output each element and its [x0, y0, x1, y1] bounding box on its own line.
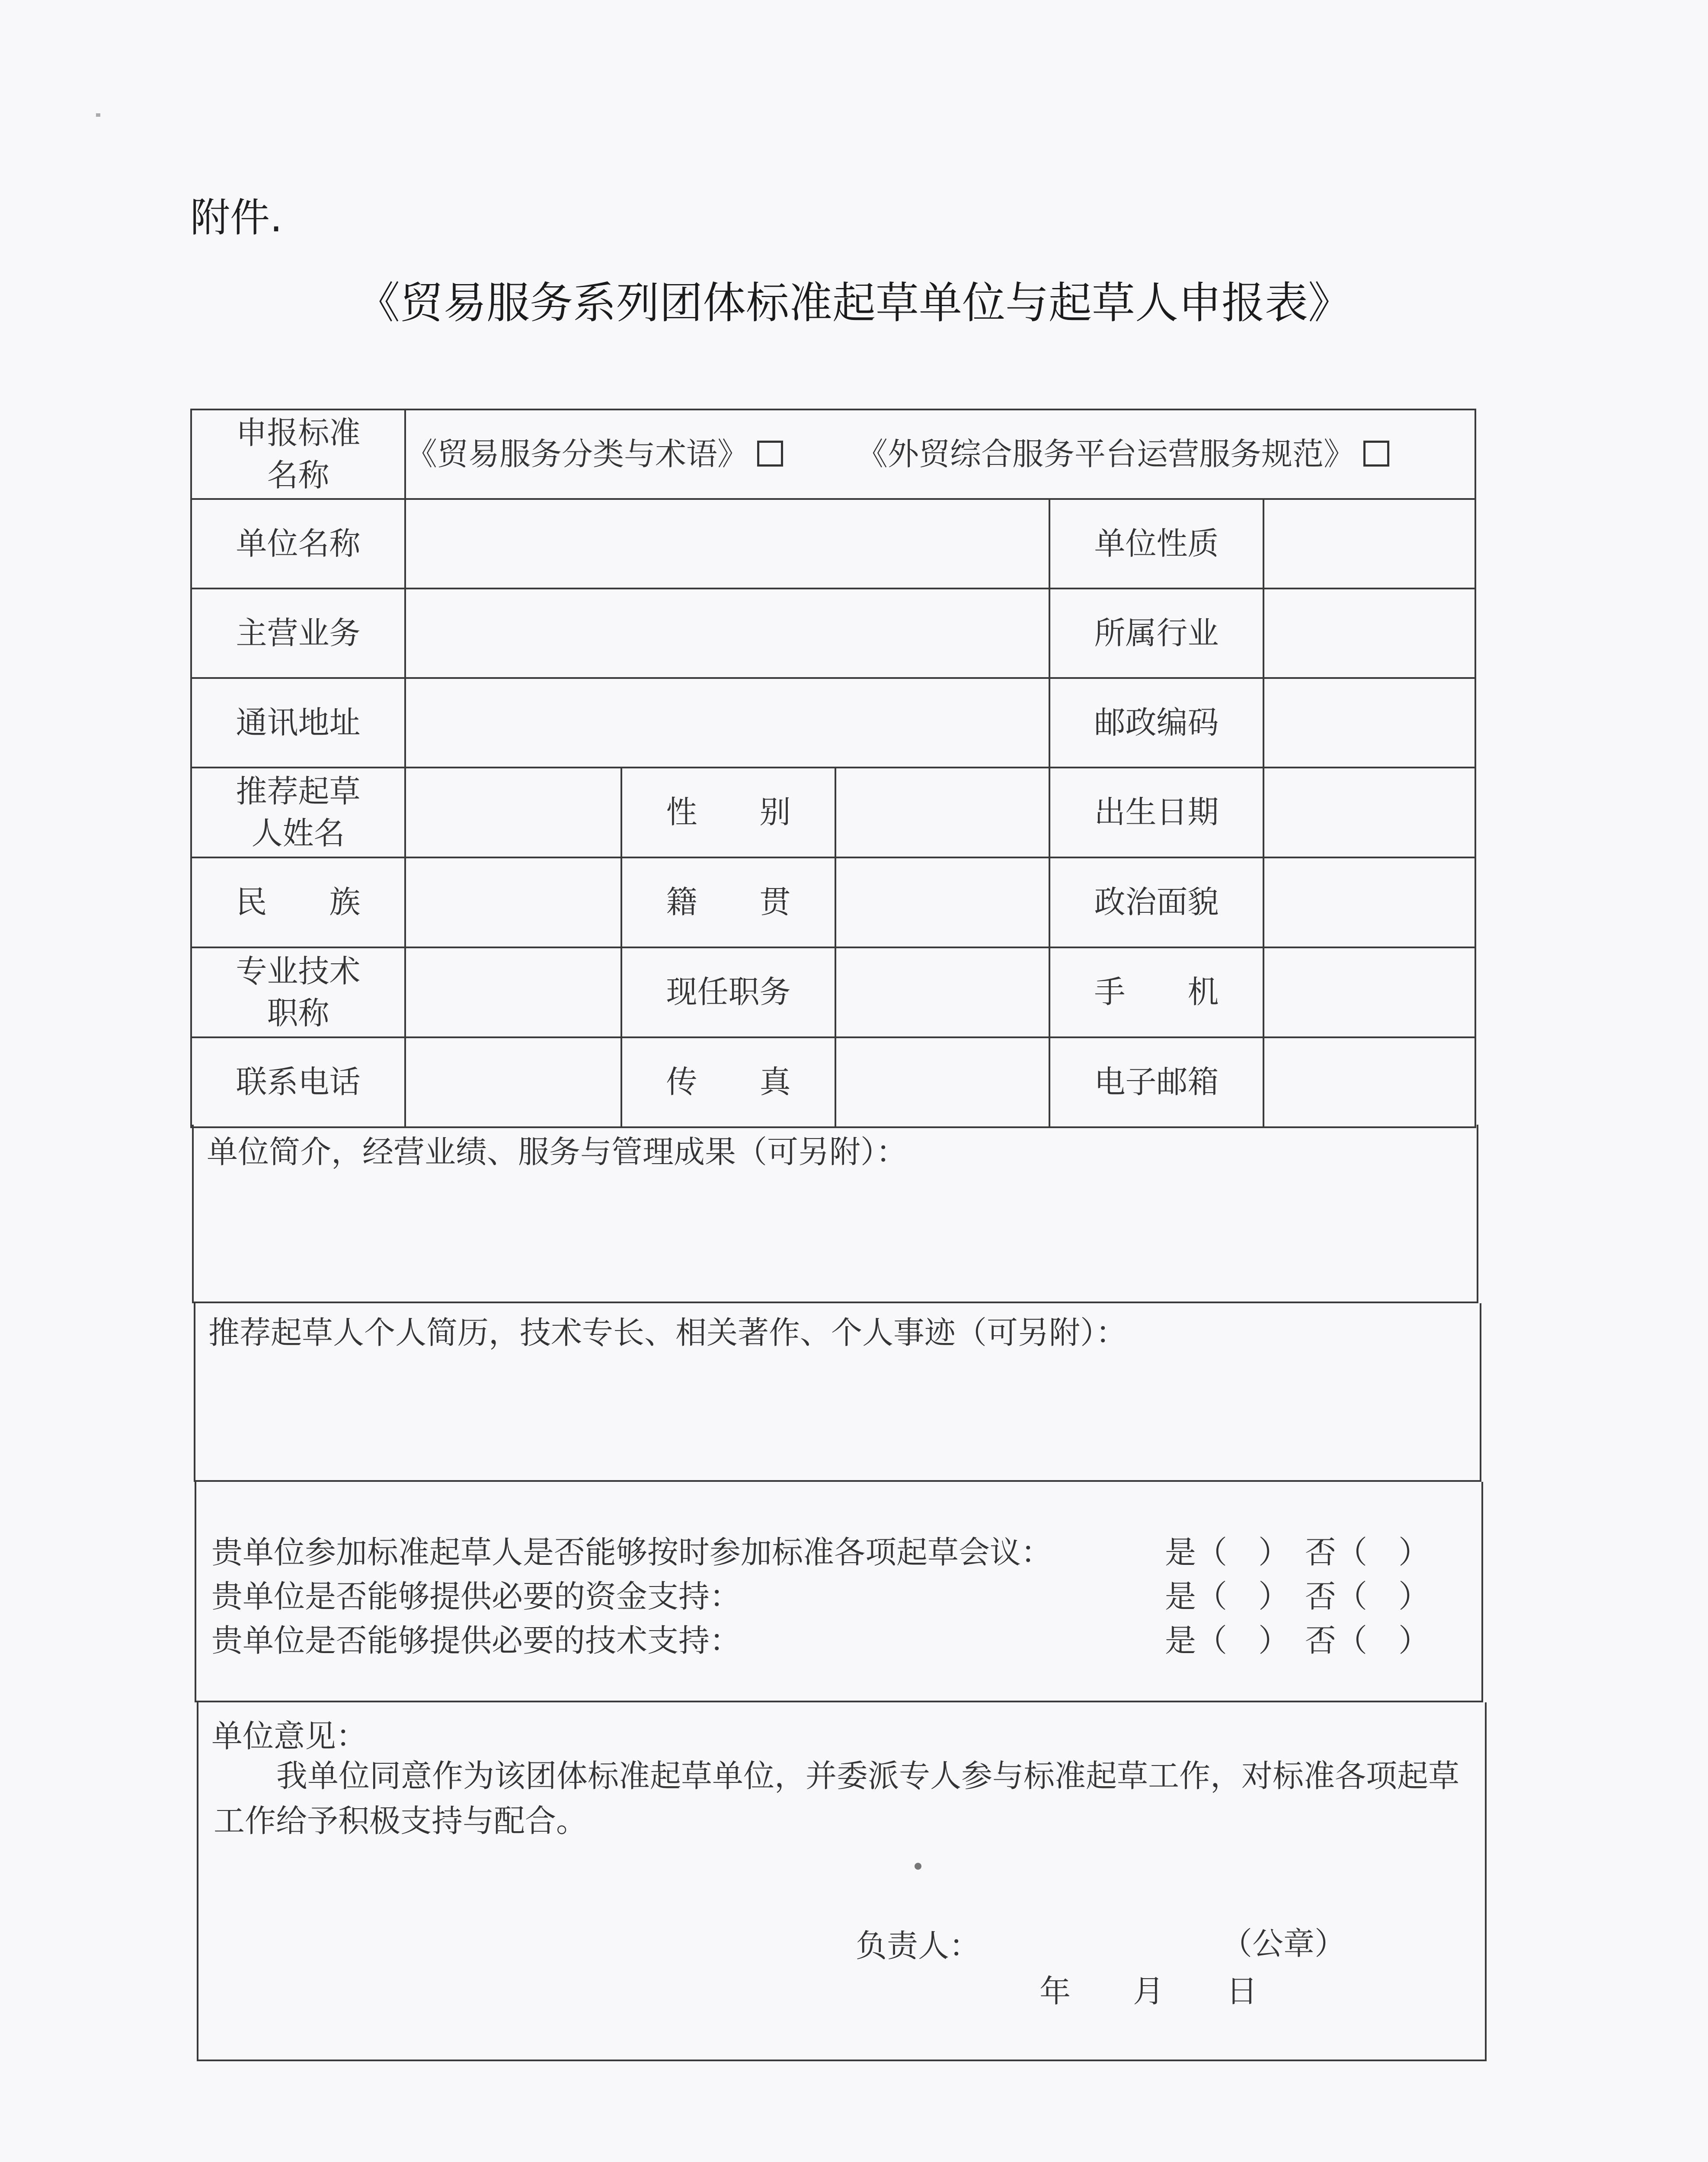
responsible-label: 负责人：	[856, 1928, 981, 1964]
main-business-field[interactable]	[405, 588, 1049, 678]
unit-row	[191, 588, 1475, 678]
standard-name-label: 申报标准名称	[191, 409, 405, 499]
unit-intro-label: 单位简介，经营业绩、服务与管理成果（可另附）：	[207, 1134, 908, 1170]
unit-nature-field[interactable]	[1263, 499, 1475, 588]
ethnicity-label: 民 族	[191, 857, 405, 947]
phone-label: 联系电话	[191, 1037, 405, 1127]
drafter-resume-label: 推荐起草人个人简历，技术专长、相关著作、个人事迹（可另附）：	[208, 1314, 1127, 1351]
unit-row	[191, 678, 1475, 768]
mobile-label: 手 机	[1049, 947, 1263, 1037]
industry-field[interactable]	[1263, 588, 1475, 678]
position-label: 现任职务	[621, 947, 835, 1037]
gender-label: 性 别	[621, 768, 835, 857]
commitment-section	[195, 1482, 1483, 1702]
political-status-field[interactable]	[1263, 857, 1475, 947]
standard-option-2-label: 《外贸综合服务平台运营服务规范》	[857, 435, 1355, 472]
email-field[interactable]	[1263, 1037, 1475, 1127]
form-title: 《贸易服务系列团体标准起草单位与起草人申报表》	[357, 278, 1351, 328]
attachment-label: 附件.	[190, 195, 283, 241]
standard-row	[191, 409, 1475, 499]
drafter-name-field[interactable]	[405, 768, 621, 857]
phone-field[interactable]	[405, 1037, 621, 1127]
native-place-field[interactable]	[835, 857, 1049, 947]
unit-nature-label: 单位性质	[1049, 499, 1263, 588]
postcode-field[interactable]	[1263, 678, 1475, 768]
postcode-label: 邮政编码	[1049, 678, 1263, 768]
standard-options-cell	[405, 409, 1475, 499]
birth-date-field[interactable]	[1263, 768, 1475, 857]
answer-funding[interactable]: 是（ ） 否（ ）	[1165, 1578, 1430, 1615]
gender-field[interactable]	[835, 768, 1049, 857]
fax-label: 传 真	[621, 1037, 835, 1127]
person-row	[191, 947, 1475, 1037]
unit-intro-section[interactable]	[192, 1125, 1478, 1303]
email-label: 电子邮箱	[1049, 1037, 1263, 1127]
opinion-label: 单位意见：	[211, 1718, 368, 1754]
native-place-label: 籍 贯	[621, 857, 835, 947]
person-row	[191, 768, 1475, 857]
mobile-field[interactable]	[1263, 947, 1475, 1037]
question-technical: 贵单位是否能够提供必要的技术支持：	[211, 1622, 741, 1659]
industry-label: 所属行业	[1049, 588, 1263, 678]
drafter-resume-section[interactable]	[194, 1303, 1481, 1482]
standard-option-1-checkbox[interactable]	[757, 441, 783, 467]
unit-name-field[interactable]	[405, 499, 1049, 588]
title-label: 专业技术职称	[191, 947, 405, 1037]
unit-opinion-section	[197, 1702, 1487, 2061]
person-row	[191, 857, 1475, 947]
title-field[interactable]	[405, 947, 621, 1037]
question-funding: 贵单位是否能够提供必要的资金支持：	[211, 1578, 741, 1615]
ethnicity-field[interactable]	[405, 857, 621, 947]
political-status-label: 政治面貌	[1049, 857, 1263, 947]
person-row	[191, 1037, 1475, 1127]
application-form-table	[190, 409, 1475, 1126]
position-field[interactable]	[835, 947, 1049, 1037]
scan-speck	[915, 1863, 921, 1870]
unit-name-label: 单位名称	[191, 499, 405, 588]
opinion-text: 我单位同意作为该团体标准起草单位，并委派专人参与标准起草工作，对标准各项起草工作给予积极支持与配合。	[214, 1758, 1460, 1839]
fax-field[interactable]	[835, 1037, 1049, 1127]
birth-date-label: 出生日期	[1049, 768, 1263, 857]
standard-option-1-label: 《贸易服务分类与术语》	[406, 435, 749, 472]
seal-label: （公章）	[1221, 1925, 1346, 1962]
date-label: 年 月 日	[1040, 1973, 1258, 2009]
main-business-label: 主营业务	[191, 588, 405, 678]
scan-speck	[96, 113, 100, 117]
address-field[interactable]	[405, 678, 1049, 768]
address-label: 通讯地址	[191, 678, 405, 768]
drafter-name-label: 推荐起草人姓名	[191, 768, 405, 857]
standard-option-2-checkbox[interactable]	[1363, 441, 1389, 467]
unit-row	[191, 499, 1475, 588]
answer-technical[interactable]: 是（ ） 否（ ）	[1165, 1622, 1430, 1659]
question-meetings: 贵单位参加标准起草人是否能够按时参加标准各项起草会议：	[211, 1534, 1052, 1570]
answer-meetings[interactable]: 是（ ） 否（ ）	[1165, 1534, 1430, 1570]
